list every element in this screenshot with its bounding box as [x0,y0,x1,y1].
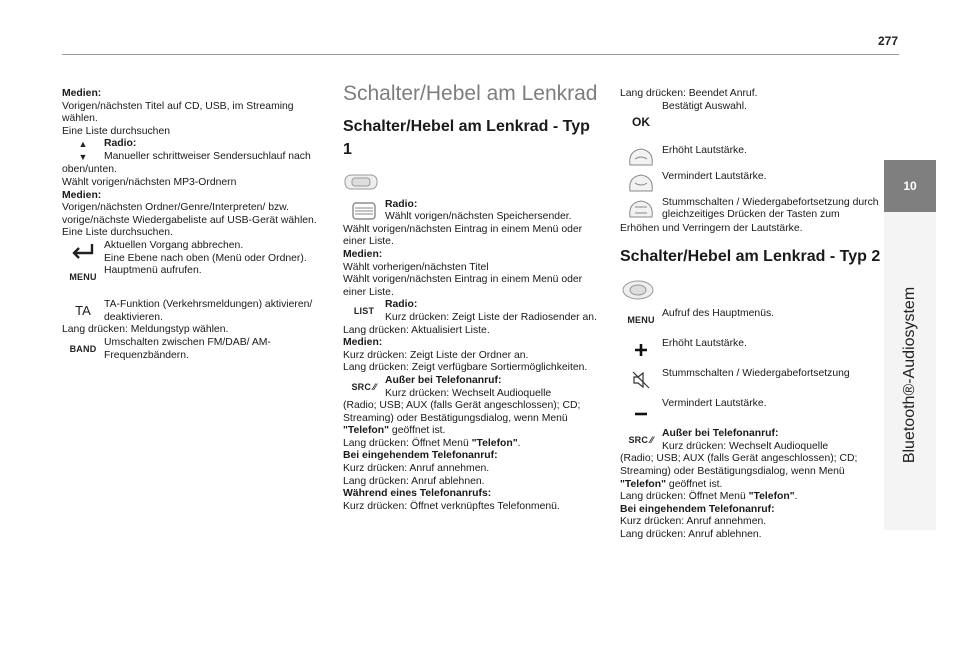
medien-heading: Medien: [62,88,102,99]
src-heading: Außer bei Telefonanruf: [385,374,502,386]
medien2-text: Vorigen/nächsten Ordner/Genre/Interpreten/ bzw. vorige/nächste Wiedergabeliste auf USB-Gerät wählen. [62,202,317,226]
ta-text: TA-Funktion (Verkehrsmeldungen) aktivieren/ deaktivieren. [104,299,313,323]
speaker-mute-icon [620,368,662,392]
during-heading: Während eines Telefonanrufs: [343,488,492,500]
type2-heading: Schalter/Hebel am Lenkrad - Typ 2 [620,248,881,266]
menu-row [620,308,882,332]
radio-text-first: Manueller schrittweiser Sendersuchlauf nach [104,150,311,162]
opened-text: geöffnet ist. [666,478,723,490]
radio-heading: Radio: [104,138,137,150]
header-rule [62,54,899,55]
ok-row [620,101,882,135]
incoming-long: Lang drücken: Anruf ablehnen. [343,475,485,487]
minus-icon [620,398,662,422]
vol-down-row [620,171,882,197]
telefon-label: "Telefon" [343,425,390,437]
during-short: Kurz drücken: Öffnet verknüpftes Telefonmenü. [343,500,560,512]
list-browse2-text: Eine Liste durchsuchen. [62,227,173,239]
src-icon [620,428,662,452]
long-end-call: Lang drücken: Beendet Anruf. [620,88,758,99]
chapter-number: 10 [884,160,936,212]
mute2-row [620,368,882,392]
medien-text-1: Wählt vorherigen/nächsten Titel [343,261,489,273]
minus-row [620,398,882,422]
incoming-heading: Bei eingehendem Telefonanruf: [620,503,775,515]
src-text-first: Kurz drücken: Wechselt Audioquelle [662,440,829,452]
list-radio-long: Lang drücken: Aktualisiert Liste. [343,324,490,336]
list-radio-heading: Radio: [385,299,418,311]
band-icon: BAND [69,343,97,354]
list-icon: LIST [353,306,375,317]
ta-long-text: Lang drücken: Meldungstyp wählen. [62,324,229,336]
src-long-text: Lang drücken: Öffnet Menü [343,437,472,449]
minus-text: Vermindert Lautstärke. [662,398,767,410]
page-number: 277 [877,34,898,48]
incoming-long: Lang drücken: Anruf ablehnen. [620,528,762,540]
medien2-heading: Medien: [62,189,102,201]
src-row [343,375,603,400]
vol-up-text: Erhöht Lautstärke. [662,144,747,156]
menu-icon: MENU [627,314,655,325]
menu-text: Hauptmenü aufrufen. [104,265,202,277]
up-down-arrows-icon: ▲ ▼ [78,139,88,163]
section-heading: Schalter/Hebel am Lenkrad [343,82,598,105]
src-text: (Radio; USB; AUX (falls Gerät angeschlossen); CD; Streaming) oder Bestätigungsdialog, wenn Menü "Telefon" geöffnet ist. [620,453,858,490]
src-long-telefon: "Telefon" [748,491,795,503]
lever-up-icon [620,145,662,171]
column-right [620,88,882,542]
opened-text: geöffnet ist. [389,425,446,437]
src-long-end: . [794,491,798,503]
column-left [62,88,324,362]
list-medien-short: Kurz drücken: Zeigt Liste der Ordner an. [343,349,529,361]
menu-icon: MENU [69,271,97,282]
src-long-telefon: "Telefon" [471,437,518,449]
src-long-text: Lang drücken: Öffnet Menü [620,491,749,503]
src-long [343,438,603,451]
src-icon [343,375,385,399]
radio-text-rest: oben/unten. [62,164,117,176]
src-heading: Außer bei Telefonanruf: [662,428,779,440]
list-medien-heading: Medien: [343,337,383,349]
lever-both-icon [620,197,662,223]
back-arrow-icon [62,240,104,264]
src-text-first: Kurz drücken: Wechselt Audioquelle [385,387,552,399]
thumbwheel-row [343,199,603,224]
radio-text-2: Wählt vorigen/nächsten Eintrag in einem Menü oder einer Liste. [343,223,583,248]
src-label: SRC [351,381,372,392]
back-text-2: Eine Ebene nach oben (Menü oder Ordner). [104,252,307,264]
lever-down-icon [620,171,662,197]
thumbwheel-icon [343,199,385,223]
band-row [62,337,324,362]
list-row [343,299,603,324]
chapter-title: Bluetooth®-Audiosystem [901,286,918,464]
vol-up-row [620,145,882,171]
back-row [62,240,324,265]
back-text-1: Aktuellen Vorgang abbrechen. [104,239,244,251]
phone-slash-glyph: ⁄⁄ [650,434,654,445]
list-medien-long: Lang drücken: Zeigt verfügbare Sortiermöglichkeiten. [343,362,588,374]
radio-heading: Radio: [385,198,418,210]
incoming-short: Kurz drücken: Anruf annehmen. [620,516,767,528]
src-long-end: . [517,437,521,449]
mute2-text: Stummschalten / Wiedergabefortsetzung [662,368,850,380]
ta-row [62,299,324,324]
column-middle [343,82,603,513]
list-radio-text: Kurz drücken: Zeigt Liste der Radiosender an. [385,311,597,323]
plus-row [620,338,882,362]
steering-controls-type2-icon [620,278,656,302]
menu-row [62,265,324,289]
medien-text: Vorigen/nächsten Titel auf CD, USB, im Streaming wählen. [62,100,294,125]
mute-text-rest: Erhöhen und Verringern der Lautstärke. [620,222,803,234]
mp3-text: Wählt vorigen/nächsten MP3-Ordnern [62,176,237,188]
telefon-label: "Telefon" [620,478,667,490]
menu-text: Aufruf des Hauptmenüs. [662,308,775,320]
incoming-heading: Bei eingehendem Telefonanruf: [343,450,498,462]
type1-heading: Schalter/Hebel am Lenkrad - Typ 1 [343,117,590,158]
plus-text: Erhöht Lautstärke. [662,338,747,350]
mute-text-first: Stummschalten / Wiedergabefortsetzung durch gleichzeitiges Drücken der Tasten zum [662,196,879,221]
vol-down-text: Vermindert Lautstärke. [662,170,767,182]
medien-text-2: Wählt vorigen/nächsten Eintrag in einem Menü oder einer Liste. [343,274,583,298]
mute-row [620,197,882,223]
phone-slash-glyph: ⁄⁄ [373,381,377,392]
ta-icon: TA [75,302,91,318]
steering-controls-type1-icon [343,171,379,193]
band-text: Umschalten zwischen FM/DAB/ AM-Frequenzbändern. [104,336,271,361]
list-browse-text: Eine Liste durchsuchen [62,125,171,137]
incoming-short: Kurz drücken: Anruf annehmen. [343,463,490,475]
radio-arrows-row [62,138,324,164]
src-long [620,491,882,504]
src-text: (Radio; USB; AUX (falls Gerät angeschlossen); CD; Streaming) oder Bestätigungsdialog, wenn Menü "Telefon" geöffnet ist. [343,400,581,437]
plus-icon [620,338,662,362]
medien-heading: Medien: [343,248,383,260]
ok-text: Bestätigt Auswahl. [662,100,747,112]
src-label: SRC [628,434,649,445]
radio-text: Wählt vorigen/nächsten Speichersender. [385,211,572,223]
src-row [620,428,882,453]
ok-icon: OK [632,115,650,130]
